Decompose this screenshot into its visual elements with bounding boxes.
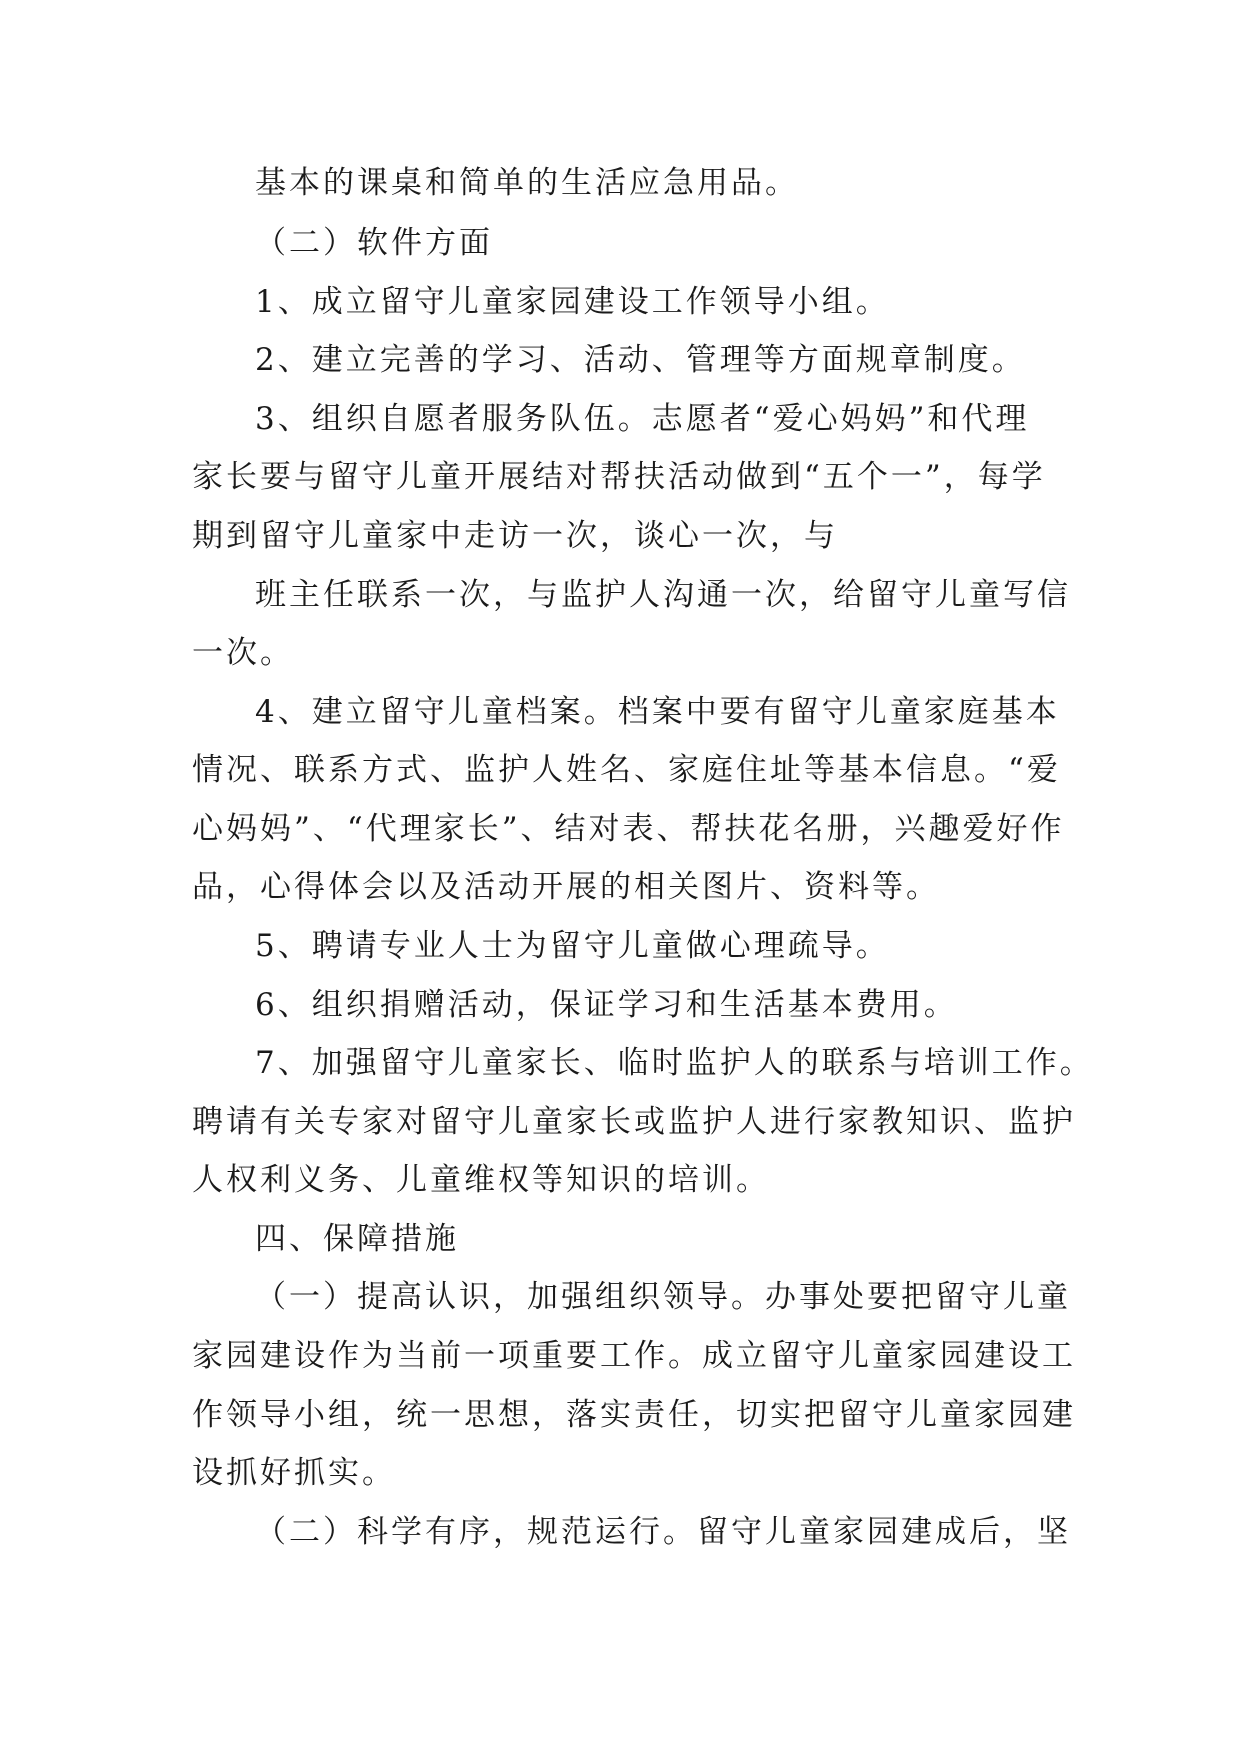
list-item: 1、成立留守儿童家园建设工作领导小组。 [255, 284, 890, 320]
list-item: 5、聘请专业人士为留守儿童做心理疏导。 [255, 928, 890, 964]
text-line: 人权利义务、儿童维权等知识的培训。 [192, 1162, 770, 1198]
list-item: 3、组织自愿者服务队伍。志愿者“爱心妈妈”和代理 [255, 401, 1030, 437]
text-line: 品，心得体会以及活动开展的相关图片、资料等。 [192, 869, 940, 905]
text-line: （二）科学有序，规范运行。留守儿童家园建成后，坚 [255, 1514, 1071, 1550]
text-line: 心妈妈”、“代理家长”、结对表、帮扶花名册，兴趣爱好作 [192, 811, 1065, 847]
text-line: 一次。 [192, 635, 294, 671]
text-line: 作领导小组，统一思想，落实责任，切实把留守儿童家园建 [192, 1397, 1076, 1433]
text-line: 家园建设作为当前一项重要工作。成立留守儿童家园建设工 [192, 1338, 1076, 1374]
section-heading: （二）软件方面 [255, 225, 493, 261]
section-heading: 四、保障措施 [255, 1221, 459, 1257]
list-item: 4、建立留守儿童档案。档案中要有留守儿童家庭基本 [255, 694, 1060, 730]
text-line: 聘请有关专家对留守儿童家长或监护人进行家教知识、监护 [192, 1104, 1076, 1140]
text-line: 基本的课桌和简单的生活应急用品。 [255, 165, 799, 201]
list-item: 2、建立完善的学习、活动、管理等方面规章制度。 [255, 342, 1026, 378]
list-item: 6、组织捐赠活动，保证学习和生活基本费用。 [255, 987, 958, 1023]
text-line: 情况、联系方式、监护人姓名、家庭住址等基本信息。“爱 [192, 752, 1061, 788]
text-line: 设抓好抓实。 [192, 1455, 396, 1491]
text-line: （一）提高认识，加强组织领导。办事处要把留守儿童 [255, 1279, 1071, 1315]
text-line: 期到留守儿童家中走访一次，谈心一次，与 [192, 518, 838, 554]
list-item: 7、加强留守儿童家长、临时监护人的联系与培训工作。 [255, 1045, 1094, 1081]
text-line: 家长要与留守儿童开展结对帮扶活动做到“五个一”，每学 [192, 459, 1046, 495]
text-line: 班主任联系一次，与监护人沟通一次，给留守儿童写信 [255, 577, 1071, 613]
